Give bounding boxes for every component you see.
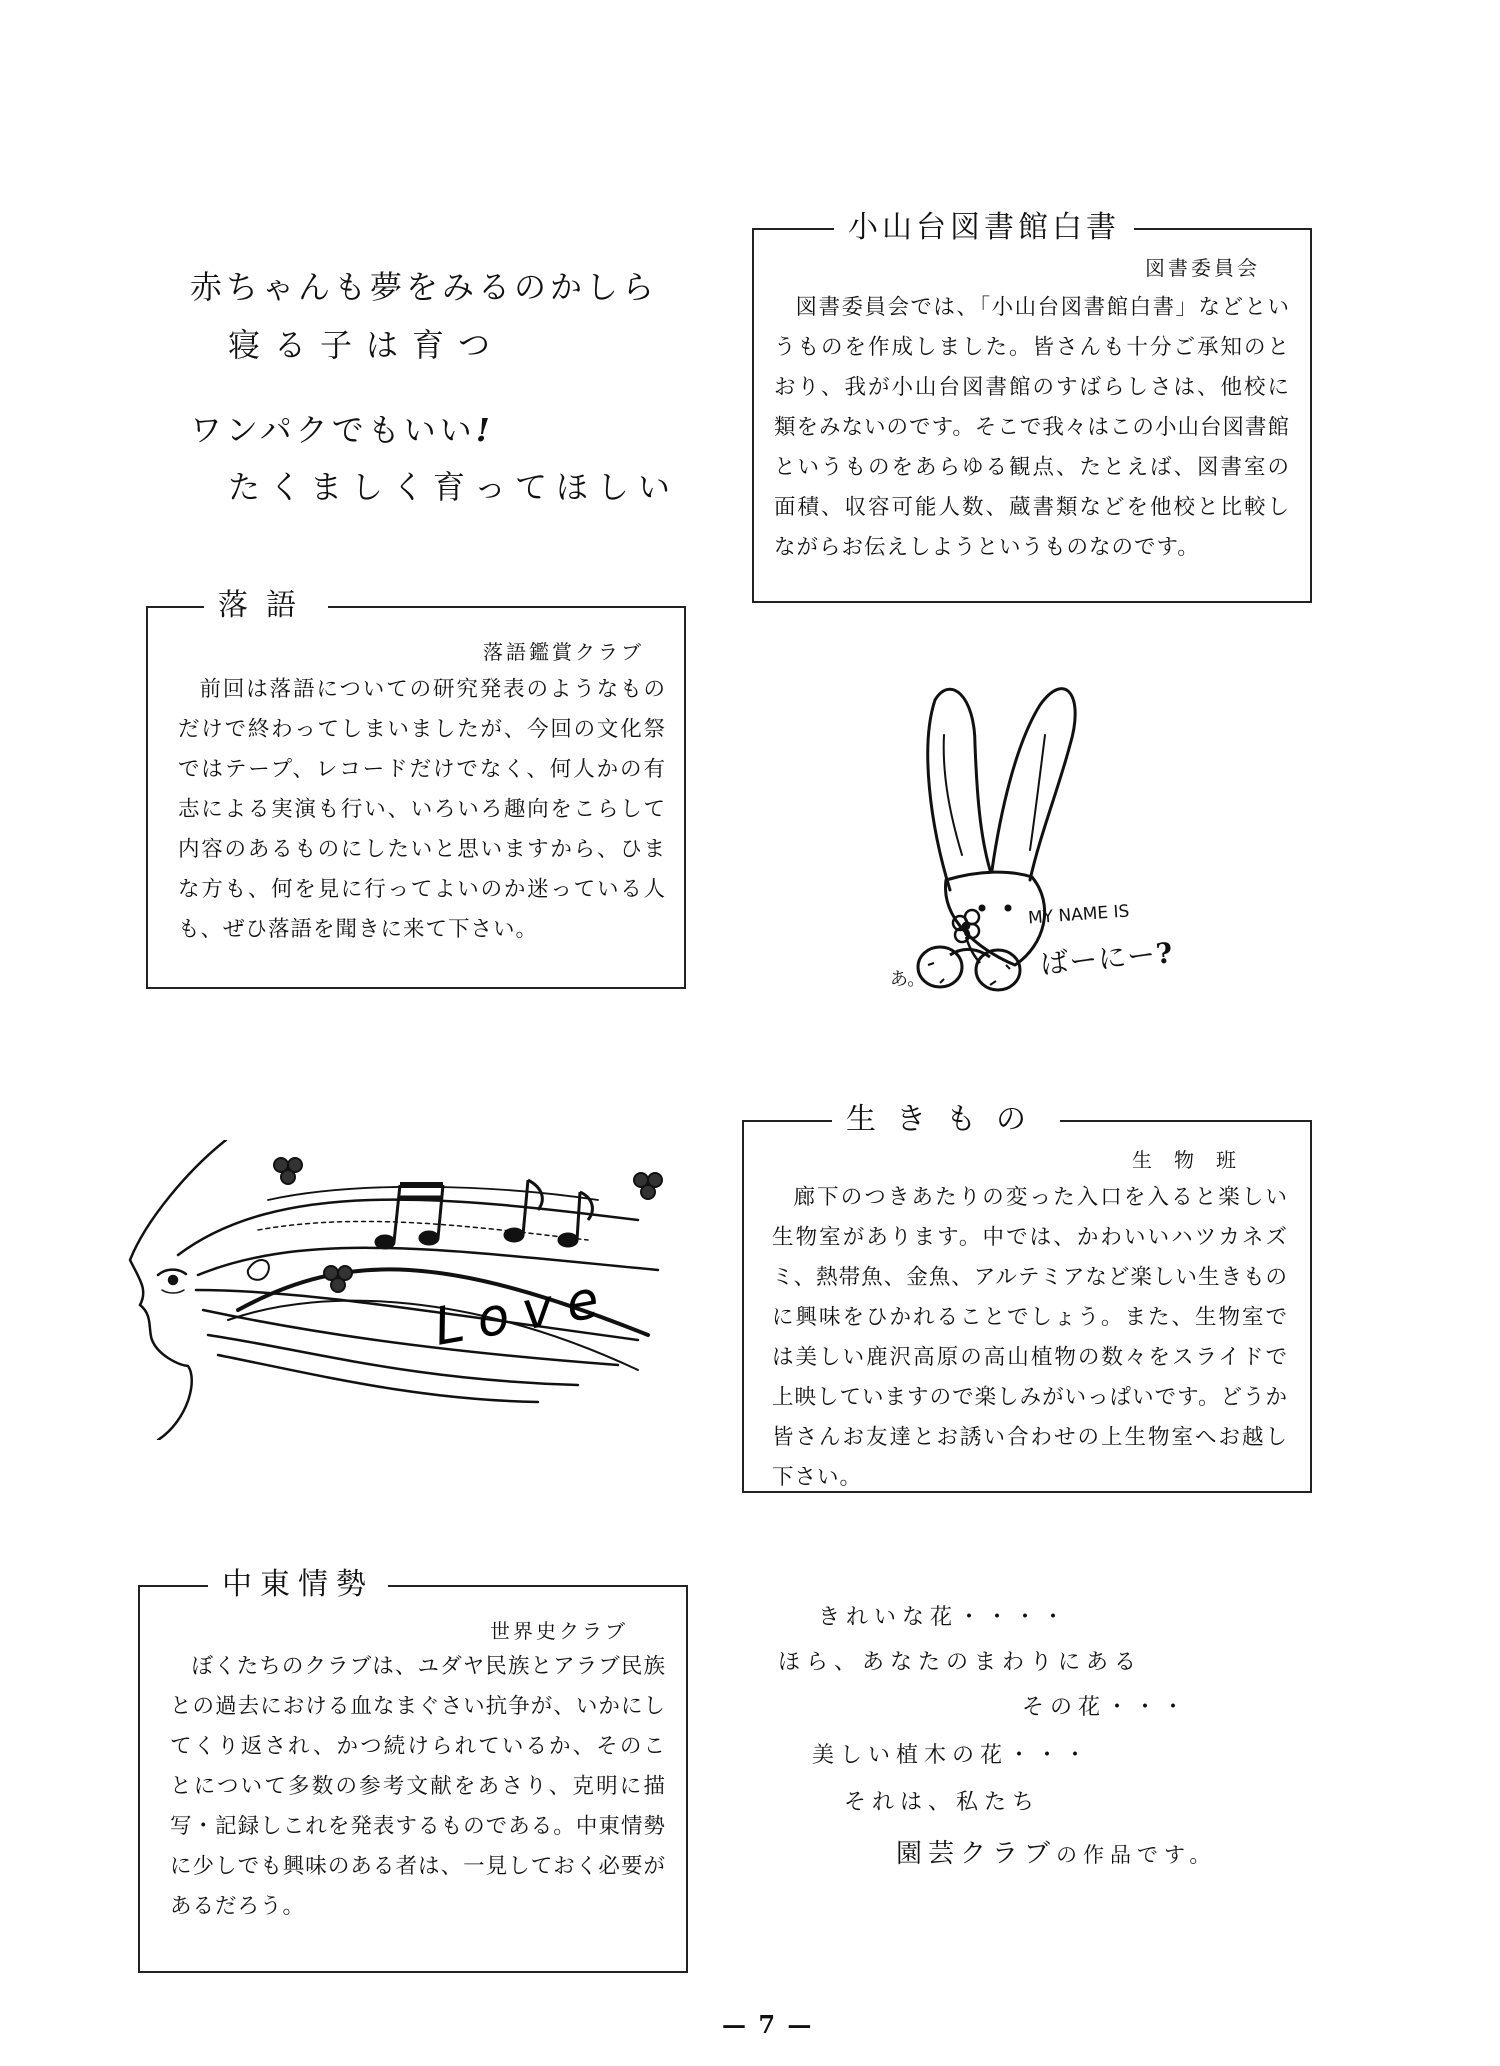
bunny-eye-right — [1005, 905, 1012, 912]
bunny-eye-left — [979, 905, 986, 912]
slogan-line-1: 赤ちゃんも夢をみるのかしら — [190, 268, 659, 306]
rakugo-body: 前回は落語についての研究発表のようなものだけで終わってしまいましたが、今回の文化祭ではテープ、レコードだけでなく、何人かの有志による実演も行い、いろいろ趣向をこらして内容のあるものにしたいと思いますから、ひまな方も、何を見に行ってよいのか迷っている人も、ぜひ落語を聞きに来て下さい。 — [178, 677, 666, 942]
slogan-line-3-mark: ! — [475, 411, 494, 449]
ikimono-body: 廊下のつきあたりの変った入口を入ると楽しい生物室があります。中では、かわいいハツカネズミ、熱帯魚、金魚、アルテミアなど楽しい生きものに興味をひかれることでしょう。また、生物室では美しい鹿沢高原の高山植物の数々をスライドで上映していますので楽しみがいっぱいです。どうか皆さんお友達とお誘い合わせの上生物室へお越し下さい。 — [772, 1185, 1288, 1490]
poem-line-2: ほら、あなたのまわりにある — [778, 1650, 1143, 1675]
library-article — [752, 210, 1312, 603]
page-number: — 7 — — [722, 2010, 814, 2039]
ikimono-article — [742, 1102, 1312, 1493]
bunny-feet — [918, 947, 1020, 990]
chuto-title: 中東情勢 — [208, 1565, 388, 1605]
bunny-caption-1: MY NAME IS — [1027, 901, 1130, 929]
bunny-name: ばーにー — [1038, 937, 1158, 981]
library-author: 図書委員会 — [1145, 256, 1260, 280]
rakugo-title: 落語 — [204, 586, 328, 626]
chuto-author: 世界史クラブ — [490, 1619, 628, 1643]
poem-line-1: きれいな花・・・・ — [818, 1605, 1071, 1630]
rakugo-author: 落語鑑賞クラブ — [483, 640, 644, 664]
girl-and-notes-drawing — [118, 1140, 678, 1440]
rakugo-article — [146, 588, 686, 989]
music-notes-icon — [376, 1180, 592, 1248]
bunny-illustration — [880, 665, 1240, 1005]
poem-line-3: その花・・・ — [1022, 1695, 1191, 1720]
poem-line-6 — [896, 1833, 1216, 1870]
slogan-line-2: 寝る子は育つ — [228, 326, 505, 364]
poem-line-6-rest: の作品です。 — [1056, 1843, 1217, 1867]
library-title: 小山台図書館白書 — [834, 208, 1134, 248]
music-illustration — [118, 1140, 678, 1440]
chuto-body: ぼくたちのクラブは、ユダヤ民族とアラブ民族との過去における血なまぐさい抗争が、いかにしてくり返され、かつ続けられているか、そのことについて多数の参考文献をあさり、克明に描写・記録しこれを発表するものである。中東情勢に少しでも興味のある者は、一見しておく必要があるだろう。 — [170, 1654, 666, 1919]
bunny-signature: あ。 — [890, 969, 926, 990]
ikimono-title: 生きもの — [832, 1100, 1060, 1140]
poem-line-4: 美しい植木の花・・・ — [812, 1743, 1093, 1768]
poem-line-5: それは、私たち — [844, 1790, 1041, 1815]
music-love-word: Love — [429, 1267, 618, 1358]
slogan-line-3 — [190, 405, 494, 451]
slogan-line-4: たくましく育ってほしい — [228, 468, 680, 506]
poem-club-name: 園芸クラブ — [896, 1839, 1057, 1869]
ikimono-author: 生物班 — [1132, 1148, 1258, 1172]
bunny-caption-mark: ? — [1154, 936, 1175, 971]
slogan-line-3-text: ワンパクでもいい — [190, 411, 476, 449]
chuto-article — [138, 1567, 688, 1973]
library-body: 図書委員会では、「小山台図書館白書」などというものを作成しました。皆さんも十分ご承知のとおり、我が小山台図書館のすばらしさは、他校に類をみないのです。そこで我々はこの小山台図書館というものをあらゆる観点、たとえば、図書室の面積、収容可能人数、蔵書類などを他校と比較しながらお伝えしようというものなのです。 — [774, 295, 1290, 560]
